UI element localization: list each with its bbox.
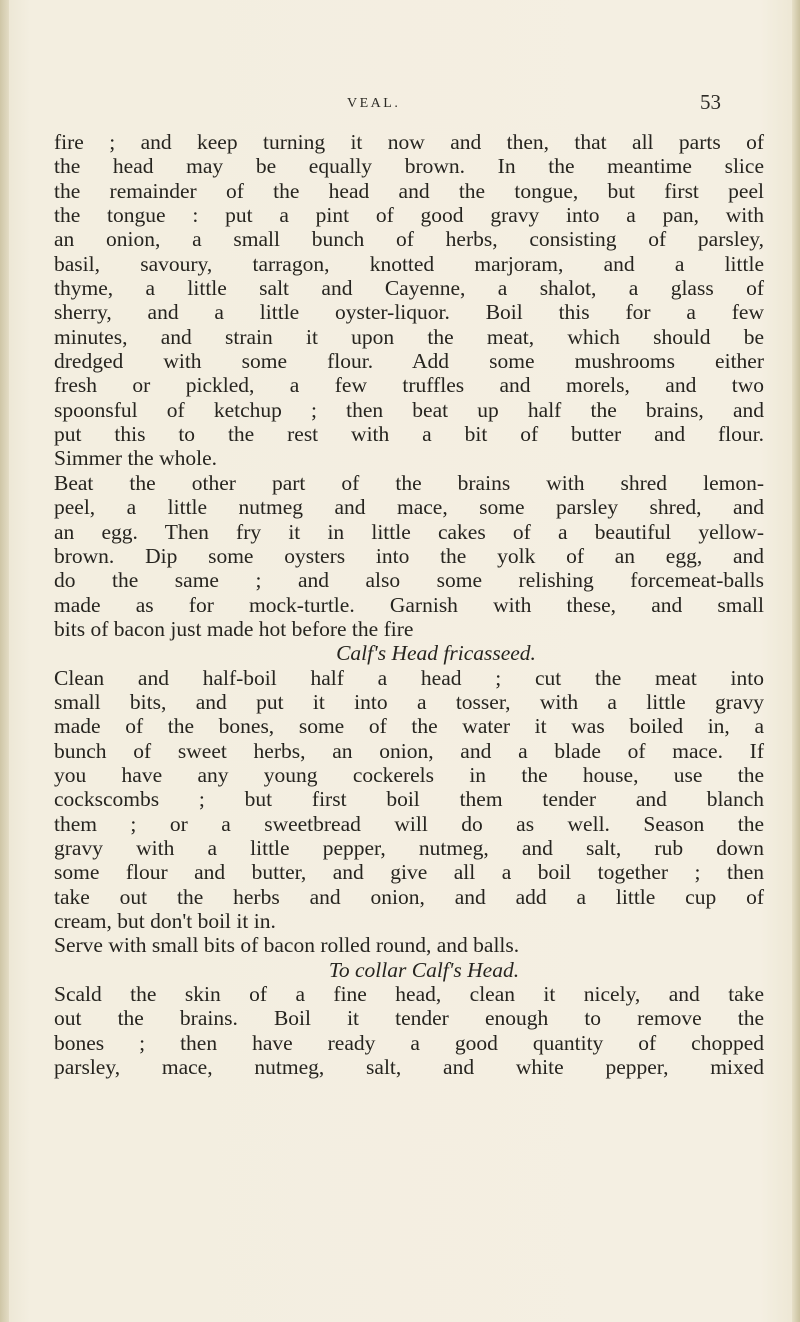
page-header [0,90,800,120]
text-line: made of the bones, some of the water it was boiled in, a [54,714,764,739]
text-line: gravy with a little pepper, nutmeg, and salt, rub down [54,835,764,860]
section-heading: Calf's Head fricasseed. [336,641,536,666]
text-line: the head may be equally brown. In the meantime slice [54,154,764,179]
text-line: take out the herbs and onion, and add a little cup of [54,884,764,909]
text-line: some flour and butter, and give all a boil together ; then [54,860,764,885]
text-line: the remainder of the head and the tongue, but first peel [54,178,764,203]
text-line: bones ; then have ready a good quantity of chopped [54,1030,764,1055]
text-line: fire ; and keep turning it now and then, that all parts of [54,130,764,154]
page-number: 53 [700,90,721,114]
text-line: out the brains. Boil it tender enough to remove the [54,1006,764,1031]
text-line: Scald the skin of a fine head, clean it nicely, and take [54,982,764,1007]
text-line: the tongue : put a pint of good gravy into a pan, with [54,203,764,228]
text-line: peel, a little nutmeg and mace, some parsley shred, and [54,495,764,520]
text-line: you have any young cockerels in the house, use the [54,762,764,787]
text-line: made as for mock-turtle. Garnish with these, and small [54,592,764,617]
text-line: dredged with some flour. Add some mushrooms either [54,349,764,374]
text-line: sherry, and a little oyster-liquor. Boil this for a few [54,300,764,325]
text-line: them ; or a sweetbread will do as well. Season the [54,811,764,836]
body-text [54,130,764,1079]
text-line: parsley, mace, nutmeg, salt, and white pepper, mixed [54,1055,764,1080]
text-line: an onion, a small bunch of herbs, consisting of parsley, [54,227,764,252]
section-heading: To collar Calf's Head. [328,957,520,982]
text-line: thyme, a little salt and Cayenne, a shalot, a glass of [54,276,764,301]
text-line: spoonsful of ketchup ; then beat up half the brains, and [54,397,764,422]
running-head: VEAL. [347,96,401,111]
page-left-edge [0,0,9,1322]
text-line: put this to the rest with a bit of butter and flour. [54,422,764,447]
text-line: cream, but don't boil it in. [54,909,276,933]
text-line: Simmer the whole. [54,446,218,471]
text-line: basil, savoury, tarragon, knotted marjoram, and a little [54,251,764,276]
text-line: Beat the other part of the brains with shred lemon- [54,470,764,495]
text-line: an egg. Then fry it in little cakes of a beautiful yellow- [54,519,764,544]
text-line: bunch of sweet herbs, an onion, and a blade of mace. If [54,738,764,763]
text-line: Clean and half-boil half a head ; cut the meat into [54,665,764,690]
text-line: do the same ; and also some relishing forcemeat-balls [54,568,764,593]
page-right-edge [792,0,800,1322]
text-line: small bits, and put it into a tosser, with a little gravy [54,689,764,714]
text-line: bits of bacon just made hot before the fire [54,616,414,641]
text-line: minutes, and strain it upon the meat, which should be [54,324,764,349]
text-line: Serve with small bits of bacon rolled round, and balls. [54,933,520,958]
text-line: brown. Dip some oysters into the yolk of an egg, and [54,543,764,568]
text-line: cockscombs ; but first boil them tender and blanch [54,787,764,812]
text-line: fresh or pickled, a few truffles and morels, and two [54,373,764,398]
